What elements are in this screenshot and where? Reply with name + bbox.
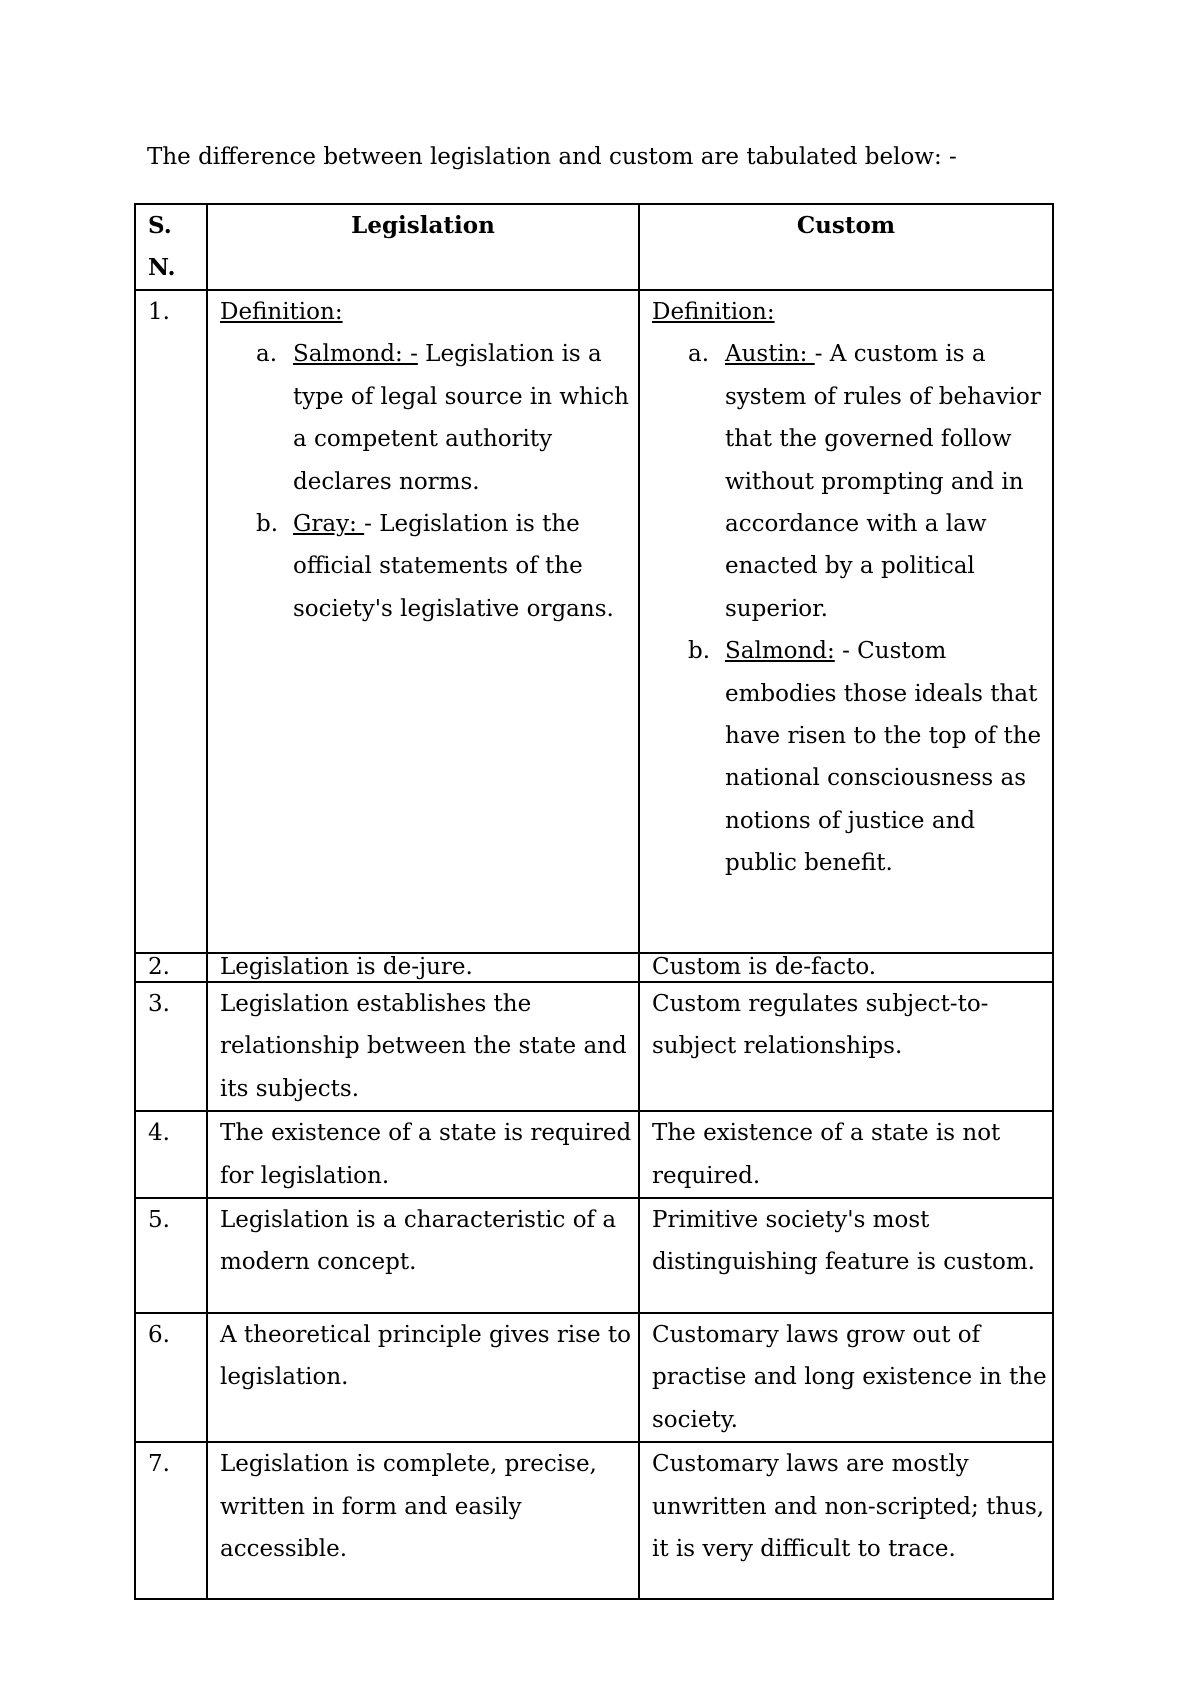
row-3-custom: Custom regulates subject-to-subject relationships. [639, 982, 1053, 1111]
header-legislation: Legislation [207, 204, 639, 290]
row-6-sn: 6. [135, 1313, 207, 1442]
table-header-row [135, 204, 1053, 290]
table-row [135, 290, 1053, 953]
list-marker: a. [688, 341, 710, 368]
comparison-table [134, 203, 1054, 1600]
row-4-custom: The existence of a state is not required. [639, 1111, 1053, 1198]
table-row [135, 953, 1053, 982]
row-6-custom: Customary laws grow out of practise and long existence in the society. [639, 1313, 1053, 1442]
row-7-sn: 7. [135, 1442, 207, 1599]
row-4-sn: 4. [135, 1111, 207, 1198]
row-1-sn: 1. [135, 290, 207, 953]
list-item [220, 503, 638, 630]
definition-author: Salmond: [725, 638, 835, 665]
table-row [135, 1442, 1053, 1599]
row-5-legislation: Legislation is a characteristic of a modern concept. [207, 1198, 639, 1313]
list-item [652, 630, 1052, 884]
list-item [652, 333, 1052, 630]
row-4-legislation: The existence of a state is required for legislation. [207, 1111, 639, 1198]
row-1-custom [639, 290, 1053, 953]
definition-text: Legislation is a type of legal source in which a competent authority declares norms. [293, 341, 629, 495]
table-row [135, 982, 1053, 1111]
custom-definition-heading: Definition: [652, 299, 775, 325]
row-6-legislation: A theoretical principle gives rise to legislation. [207, 1313, 639, 1442]
row-7-legislation: Legislation is complete, precise, written in form and easily accessible. [207, 1442, 639, 1599]
definition-author: Austin: [725, 341, 815, 368]
legislation-definition-heading: Definition: [220, 299, 343, 325]
custom-definition-list [652, 333, 1052, 884]
definition-text: - Custom embodies those ideals that have risen to the top of the national consciousness as notions of justice and public benefit. [725, 638, 1042, 877]
list-marker: a. [256, 341, 278, 368]
row-7-custom: Customary laws are mostly unwritten and non-scripted; thus, it is very difficult to trace. [639, 1442, 1053, 1599]
row-2-sn: 2. [135, 953, 207, 982]
list-marker: b. [688, 638, 711, 665]
definition-author: Gray: [293, 511, 365, 538]
list-marker: b. [256, 511, 279, 538]
row-1-legislation [207, 290, 639, 953]
definition-author: Salmond: - [293, 341, 418, 368]
header-sn: S.N. [135, 204, 207, 290]
row-3-legislation: Legislation establishes the relationship between the state and its subjects. [207, 982, 639, 1111]
row-5-sn: 5. [135, 1198, 207, 1313]
row-5-custom: Primitive society's most distinguishing feature is custom. [639, 1198, 1053, 1313]
table-row [135, 1198, 1053, 1313]
legislation-definition-list [220, 333, 638, 630]
definition-text: - A custom is a system of rules of behavior that the governed follow without prompting and in accordance with a law enacted by a political superior. [725, 341, 1041, 622]
row-3-sn: 3. [135, 982, 207, 1111]
row-2-legislation: Legislation is de-jure. [207, 953, 639, 982]
intro-text: The difference between legislation and custom are tabulated below: - [147, 144, 957, 170]
table-row [135, 1313, 1053, 1442]
table-row [135, 1111, 1053, 1198]
definition-text: - Legislation is the official statements of the society's legislative organs. [293, 511, 614, 622]
header-custom: Custom [639, 204, 1053, 290]
row-2-custom: Custom is de-facto. [639, 953, 1053, 982]
list-item [220, 333, 638, 503]
